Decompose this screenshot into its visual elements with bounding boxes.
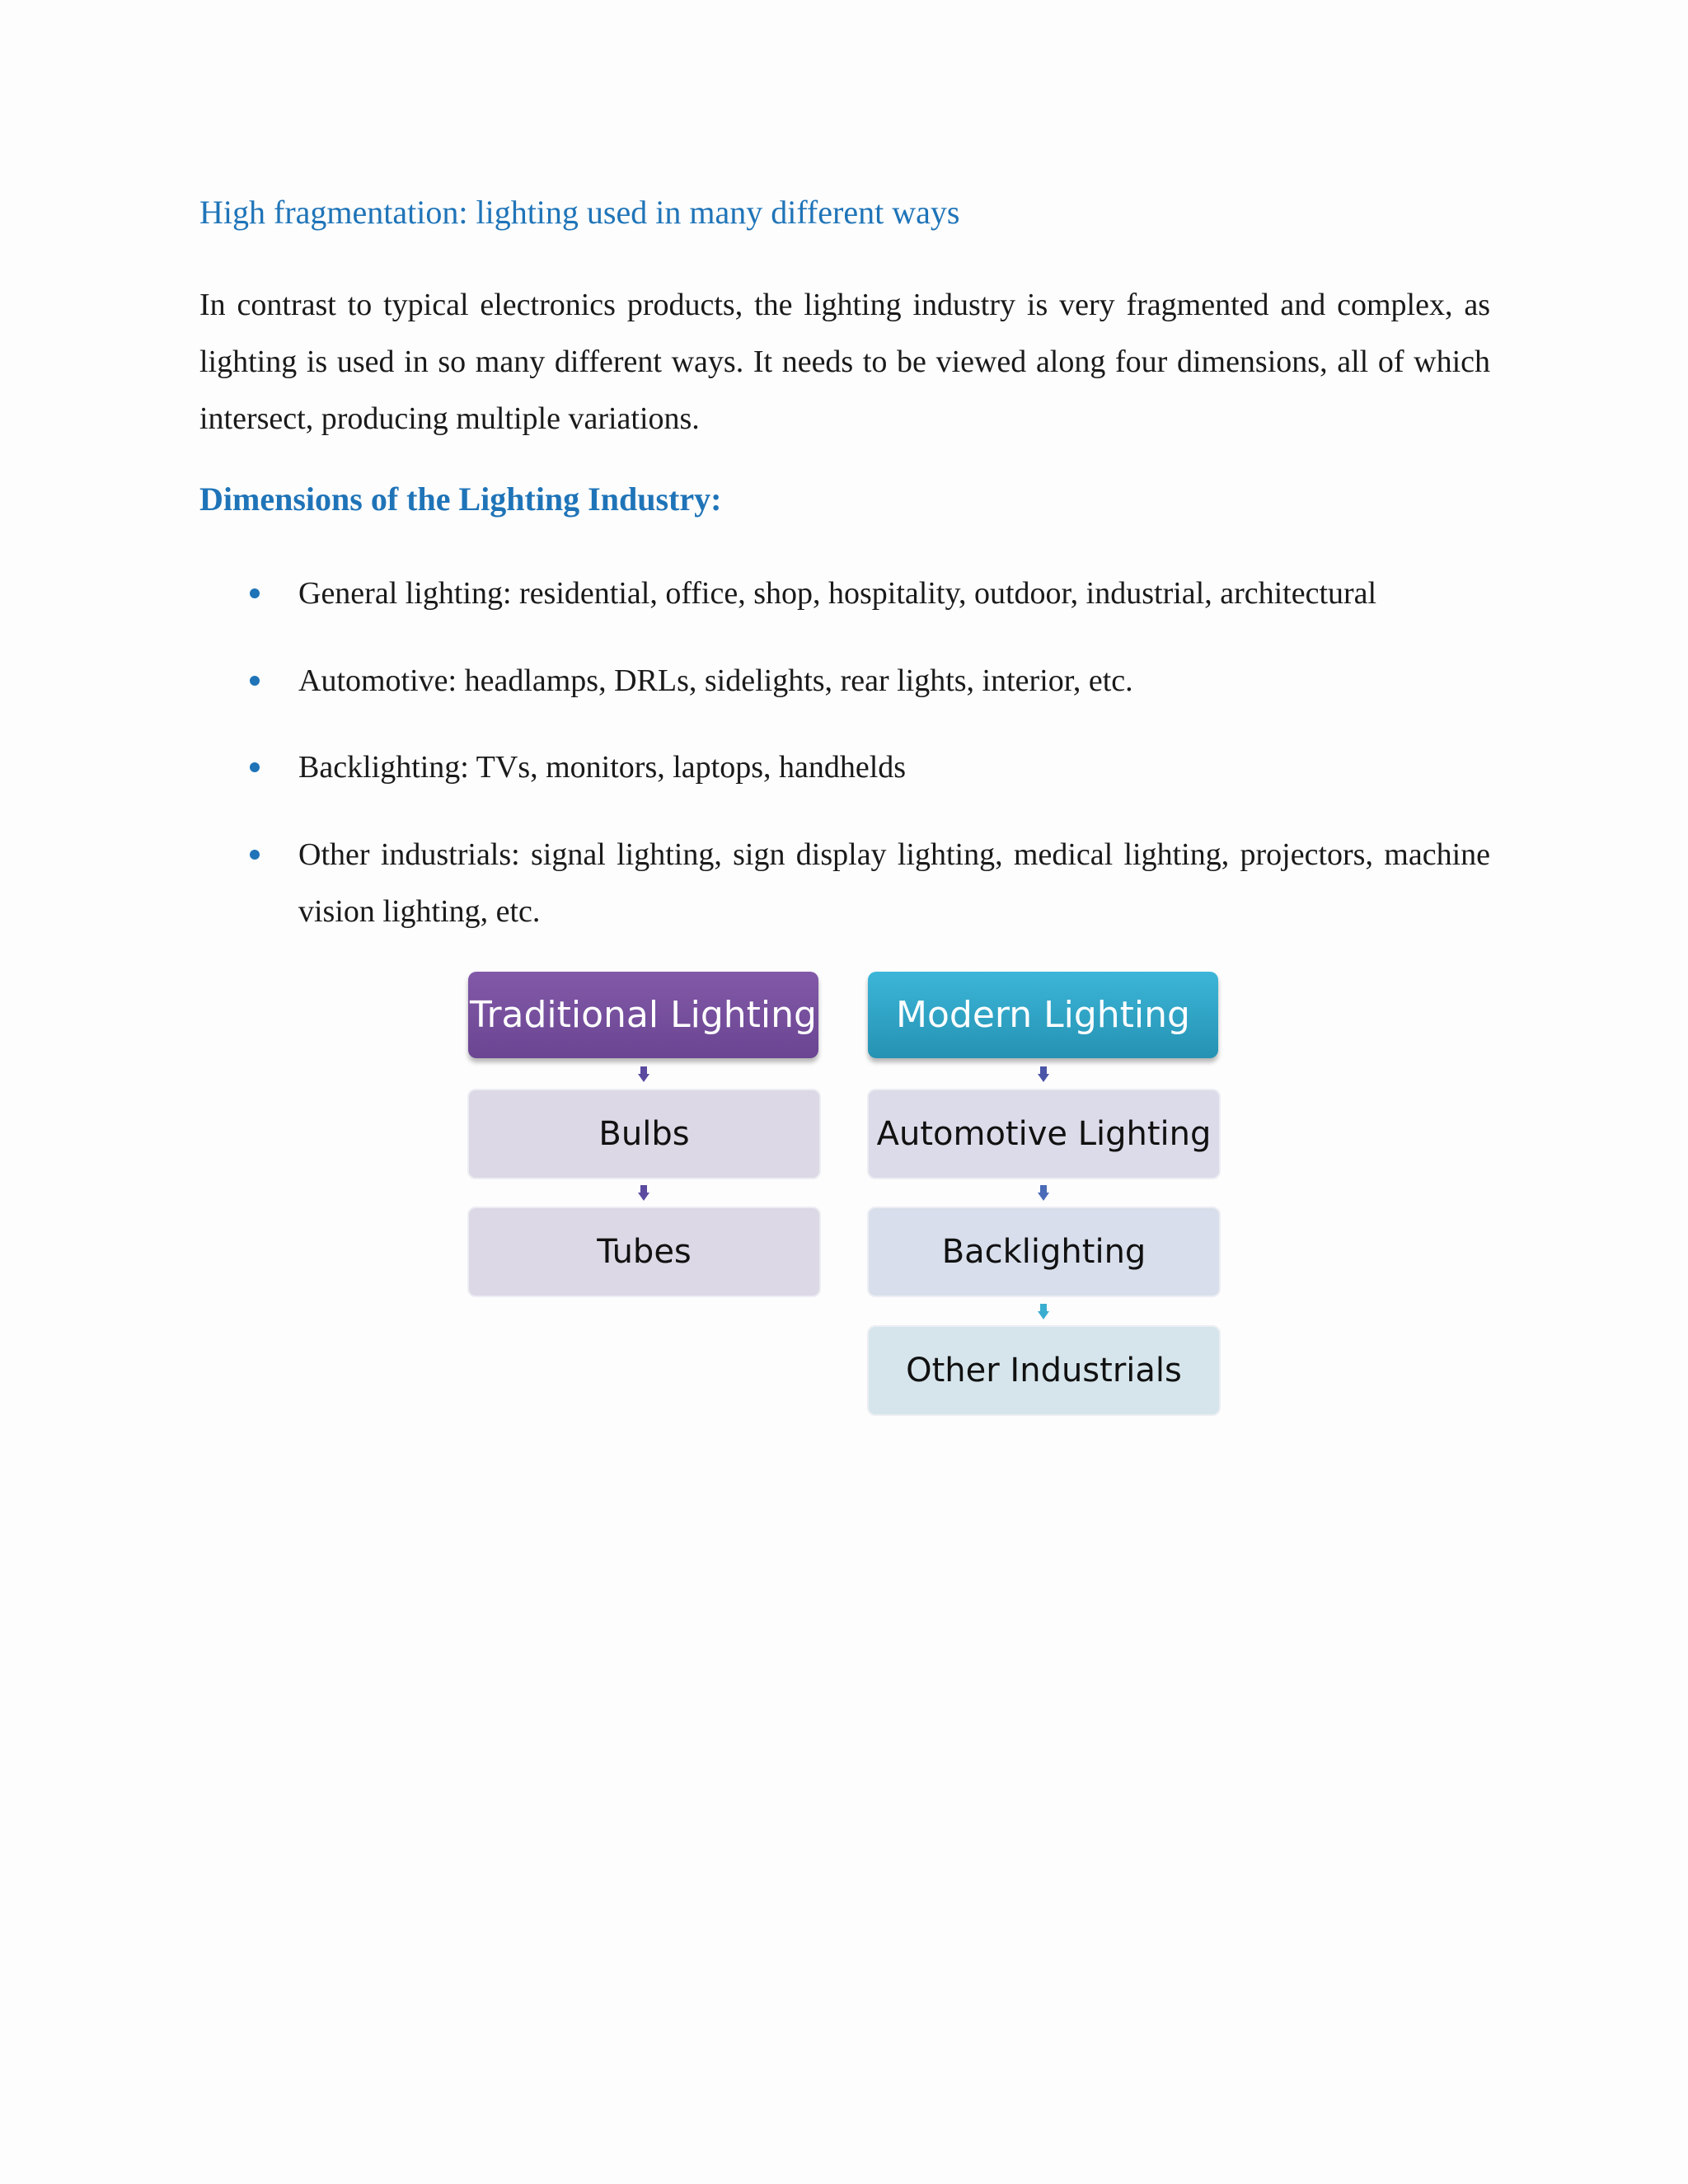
other-industrials-box: Other Industrials bbox=[867, 1325, 1221, 1416]
arrow-down-icon bbox=[638, 1185, 649, 1202]
arrow-down-icon bbox=[1038, 1304, 1049, 1320]
bullet-icon bbox=[250, 676, 260, 686]
tubes-box: Tubes bbox=[467, 1207, 821, 1297]
list-item-text: General lighting: residential, office, shop, hospitality, outdoor, industrial, architectural bbox=[298, 576, 1377, 611]
bullet-icon bbox=[250, 850, 260, 860]
list-item-text: Automotive: headlamps, DRLs, sidelights, rear lights, interior, etc. bbox=[298, 663, 1133, 698]
list-item-text: Other industrials: signal lighting, sign display lighting, medical lighting, projectors, machine vision lighting, etc. bbox=[298, 837, 1490, 929]
arrow-down-icon bbox=[1038, 1066, 1049, 1083]
section-heading: High fragmentation: lighting used in many different ways bbox=[199, 194, 960, 231]
list-item-text: Backlighting: TVs, monitors, laptops, handhelds bbox=[298, 750, 907, 785]
bulbs-box: Bulbs bbox=[467, 1089, 821, 1179]
arrow-down-icon bbox=[1038, 1185, 1049, 1202]
dimensions-heading: Dimensions of the Lighting Industry: bbox=[199, 480, 722, 518]
traditional-lighting-header: Traditional Lighting bbox=[468, 972, 818, 1058]
automotive-lighting-box: Automotive Lighting bbox=[867, 1089, 1221, 1179]
modern-lighting-header: Modern Lighting bbox=[868, 972, 1218, 1058]
intro-paragraph: In contrast to typical electronics products, the lighting industry is very fragmented and complex, as lighting is used in so many different ways. It needs to be viewed along four dimensions, all of which intersect, producing multiple variations. bbox=[199, 288, 1490, 436]
backlighting-box: Backlighting bbox=[867, 1207, 1221, 1297]
bullet-icon bbox=[250, 762, 260, 772]
bullet-icon bbox=[250, 588, 260, 598]
arrow-down-icon bbox=[638, 1066, 649, 1083]
